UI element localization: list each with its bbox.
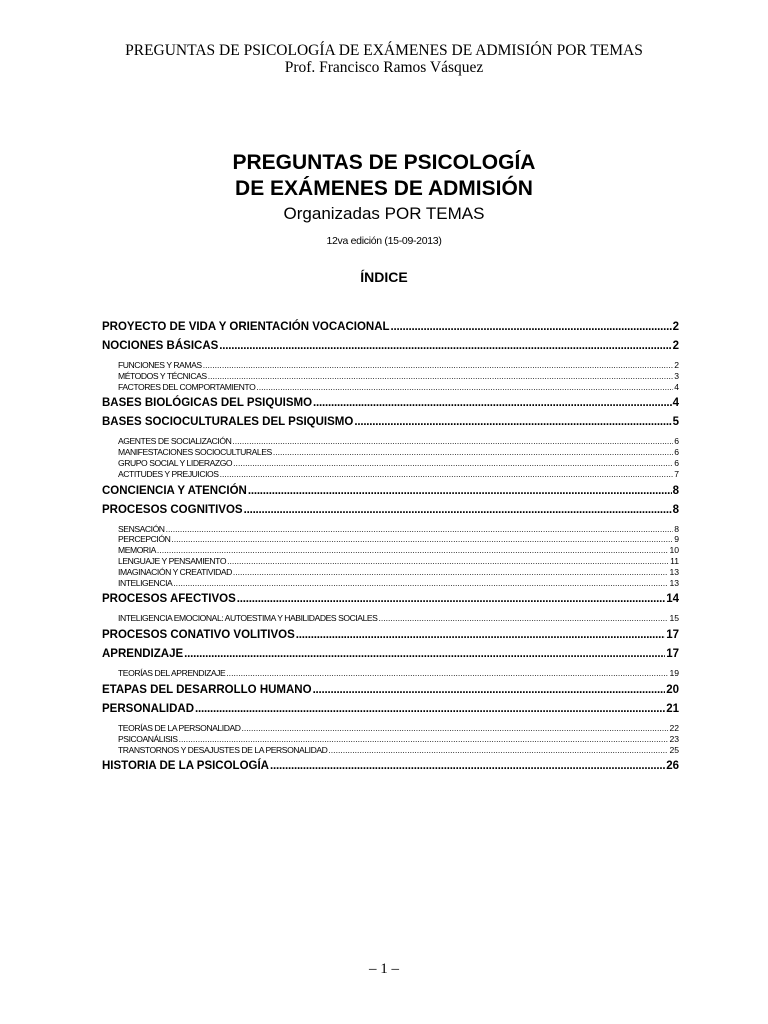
dot-leader xyxy=(328,745,668,756)
toc-subentry-group xyxy=(102,719,679,757)
toc-subentry-title: MEMORIA xyxy=(118,545,156,556)
toc-entry-title: APRENDIZAJE xyxy=(102,648,184,661)
dot-leader xyxy=(256,382,673,393)
toc-entry-title: CONCIENCIA Y ATENCIÓN xyxy=(102,484,247,497)
toc-subentry-page: 13 xyxy=(669,566,679,577)
toc-entry[interactable] xyxy=(102,590,679,609)
toc-subentry[interactable] xyxy=(102,447,679,458)
toc-subentry[interactable] xyxy=(102,578,679,589)
toc-subentry-page: 6 xyxy=(674,457,679,468)
toc-entry-page: 21 xyxy=(666,702,679,715)
header-author: Prof. Francisco Ramos Vásquez xyxy=(284,59,484,76)
toc-entry-page: 8 xyxy=(672,484,679,497)
table-of-contents xyxy=(102,318,679,776)
dot-leader xyxy=(203,360,674,371)
toc-entry[interactable] xyxy=(102,700,679,719)
toc-subentry-title: INTELIGENCIA xyxy=(118,577,173,588)
toc-subentry[interactable] xyxy=(102,745,679,756)
toc-entry-title: BASES BIOLÓGICAS DEL PSIQUISMO xyxy=(102,397,313,410)
toc-entry[interactable] xyxy=(102,501,679,520)
dot-leader xyxy=(173,578,668,589)
toc-subentry-page: 11 xyxy=(670,555,679,566)
toc-entry-page: 4 xyxy=(672,397,679,410)
toc-entry-page: 17 xyxy=(666,648,679,661)
toc-subentry-page: 23 xyxy=(669,733,679,744)
toc-subentry-title: FACTORES DEL COMPORTAMIENTO xyxy=(118,381,256,392)
toc-subentry-group xyxy=(102,609,679,626)
toc-subentry-page: 6 xyxy=(674,436,679,447)
toc-subentry-page: 3 xyxy=(674,370,679,381)
toc-subentry-title: TEORÍAS DE LA PERSONALIDAD xyxy=(118,722,241,733)
dot-leader xyxy=(219,337,671,356)
toc-subentry-title: LENGUAJE Y PENSAMIENTO xyxy=(118,555,227,566)
toc-entry-page: 26 xyxy=(666,760,679,773)
dot-leader xyxy=(244,501,672,520)
toc-entry-page: 8 xyxy=(672,503,679,516)
dot-leader xyxy=(171,534,673,545)
toc-entry-title: ETAPAS DEL DESARROLLO HUMANO xyxy=(102,683,312,696)
edition-note: 12va edición (15-09-2013) xyxy=(326,235,442,247)
toc-subentry-page: 10 xyxy=(669,545,679,556)
toc-subentry[interactable] xyxy=(102,360,679,371)
toc-subentry[interactable] xyxy=(102,723,679,734)
toc-subentry-title: INTELIGENCIA EMOCIONAL: AUTOESTIMA Y HABILIDADES SOCIALES xyxy=(118,613,378,624)
toc-subentry-title: FUNCIONES Y RAMAS xyxy=(118,360,202,370)
toc-entry-page: 14 xyxy=(666,593,679,606)
dot-leader xyxy=(208,371,674,382)
toc-entry-title: PERSONALIDAD xyxy=(102,702,195,715)
dot-leader xyxy=(270,757,665,776)
dot-leader xyxy=(179,734,669,745)
dot-leader xyxy=(166,524,674,535)
toc-subentry[interactable] xyxy=(102,382,679,393)
toc-entry-title: NOCIONES BÁSICAS xyxy=(102,340,219,352)
document-subtitle: Organizadas POR TEMAS xyxy=(283,204,485,223)
dot-leader xyxy=(313,394,672,413)
toc-subentry-title: TRANSTORNOS Y DESAJUSTES DE LA PERSONALIDAD xyxy=(118,744,328,755)
toc-subentry-page: 7 xyxy=(674,468,679,479)
dot-leader xyxy=(313,681,666,700)
toc-entry-page: 5 xyxy=(672,416,679,429)
toc-entry[interactable] xyxy=(102,645,679,664)
toc-entry[interactable] xyxy=(102,681,679,700)
toc-entry-title: PROCESOS CONATIVO VOLITIVOS xyxy=(102,629,295,642)
document-title-line-2: DE EXÁMENES DE ADMISIÓN xyxy=(235,177,533,200)
toc-entry[interactable] xyxy=(102,626,679,645)
toc-subentry-page: 6 xyxy=(674,447,679,458)
toc-entry-page: 2 xyxy=(672,340,679,352)
toc-subentry[interactable] xyxy=(102,469,679,480)
dot-leader xyxy=(220,469,674,480)
toc-subentry-title: TEORÍAS DEL APRENDIZAJE xyxy=(118,668,226,679)
dot-leader xyxy=(248,482,672,501)
toc-subentry-group xyxy=(102,664,679,681)
toc-entry-page: 17 xyxy=(666,629,679,642)
toc-subentry-page: 2 xyxy=(674,360,679,370)
header-title: PREGUNTAS DE PSICOLOGÍA DE EXÁMENES DE ADMISIÓN POR TEMAS xyxy=(125,42,643,59)
toc-entry-page: 20 xyxy=(666,683,679,696)
toc-subentry[interactable] xyxy=(102,668,679,679)
toc-entry[interactable] xyxy=(102,337,679,356)
dot-leader xyxy=(157,545,669,556)
toc-subentry-page: 19 xyxy=(669,668,679,679)
dot-leader xyxy=(242,723,669,734)
dot-leader xyxy=(195,700,665,719)
toc-subentry-title: AGENTES DE SOCIALIZACIÓN xyxy=(118,436,232,447)
dot-leader xyxy=(233,458,673,469)
toc-subentry-title: PSICOANÁLISIS xyxy=(118,733,178,744)
toc-subentry-title: SENSACIÓN xyxy=(118,523,165,534)
index-heading: ÍNDICE xyxy=(360,269,408,285)
dot-leader xyxy=(232,436,673,447)
toc-subentry[interactable] xyxy=(102,556,679,567)
toc-subentry[interactable] xyxy=(102,545,679,556)
toc-subentry-page: 4 xyxy=(674,381,679,392)
toc-subentry[interactable] xyxy=(102,613,679,624)
toc-subentry-title: GRUPO SOCIAL Y LIDERAZGO xyxy=(118,457,233,468)
dot-leader xyxy=(391,318,672,337)
dot-leader xyxy=(227,556,669,567)
document-title-line-1: PREGUNTAS DE PSICOLOGÍA xyxy=(232,151,536,174)
toc-entry-title: BASES SOCIOCULTURALES DEL PSIQUISMO xyxy=(102,416,354,429)
dot-leader xyxy=(296,626,665,645)
toc-subentry-page: 25 xyxy=(669,744,679,755)
toc-subentry-title: ACTITUDES Y PREJUICIOS xyxy=(118,468,219,479)
toc-subentry[interactable] xyxy=(102,436,679,447)
toc-subentry[interactable] xyxy=(102,534,679,545)
dot-leader xyxy=(273,447,673,458)
dot-leader xyxy=(184,645,665,664)
toc-subentry-page: 13 xyxy=(669,577,679,588)
dot-leader xyxy=(354,413,671,432)
toc-entry[interactable] xyxy=(102,394,679,413)
toc-entry-page: 2 xyxy=(672,321,679,333)
toc-entry-title: PROYECTO DE VIDA Y ORIENTACIÓN VOCACIONAL xyxy=(102,321,390,333)
toc-subentry-page: 9 xyxy=(674,534,679,545)
toc-subentry-group xyxy=(102,432,679,481)
dot-leader xyxy=(233,567,669,578)
toc-subentry[interactable] xyxy=(102,734,679,745)
toc-entry[interactable] xyxy=(102,413,679,432)
toc-subentry-group xyxy=(102,356,679,394)
toc-subentry[interactable] xyxy=(102,567,679,578)
toc-entry[interactable] xyxy=(102,757,679,776)
dot-leader xyxy=(378,613,668,624)
page-number: – 1 – xyxy=(369,961,399,977)
toc-subentry-group xyxy=(102,520,679,591)
toc-entry[interactable] xyxy=(102,482,679,501)
toc-entry-title: HISTORIA DE LA PSICOLOGÍA xyxy=(102,760,269,773)
toc-subentry-title: MÉTODOS Y TÉCNICAS xyxy=(118,370,207,381)
dot-leader xyxy=(237,590,665,609)
toc-subentry-title: IMAGINACIÓN Y CREATIVIDAD xyxy=(118,566,232,577)
running-header xyxy=(0,42,768,76)
toc-entry[interactable] xyxy=(102,318,679,337)
toc-subentry-title: PERCEPCIÓN xyxy=(118,534,171,545)
toc-subentry[interactable] xyxy=(102,371,679,382)
title-block xyxy=(0,150,768,285)
toc-subentry-page: 15 xyxy=(669,613,679,624)
toc-subentry-title: MANIFESTACIONES SOCIOCULTURALES xyxy=(118,447,272,458)
toc-subentry-page: 22 xyxy=(669,722,679,733)
toc-subentry[interactable] xyxy=(102,524,679,535)
toc-entry-title: PROCESOS COGNITIVOS xyxy=(102,503,243,516)
dot-leader xyxy=(226,668,668,679)
toc-entry-title: PROCESOS AFECTIVOS xyxy=(102,593,236,606)
toc-subentry[interactable] xyxy=(102,458,679,469)
toc-subentry-page: 8 xyxy=(674,523,679,534)
